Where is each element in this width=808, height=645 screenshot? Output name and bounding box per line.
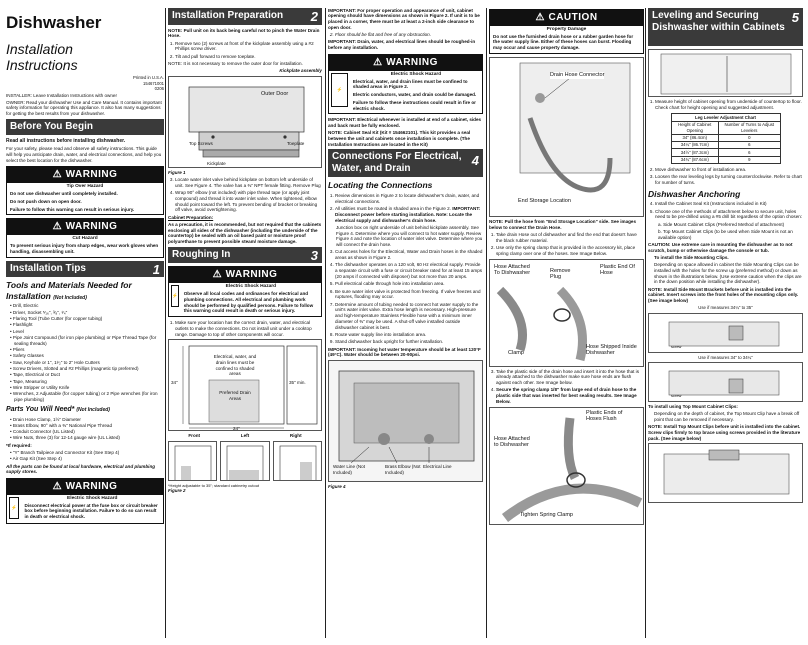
shock-hazard-icon: ⚡: [9, 497, 19, 519]
column-divider: [486, 8, 487, 638]
table-cell: 34¼" (86.7cm): [671, 141, 719, 148]
hose-step: 3. Take the plastic side of the drain hose and insert it into the hose that is already attached to the dishwasher make sure hose ends are flush against each other. See Image below.: [496, 369, 644, 386]
level-step: 3. Loosen the rear leveling legs by turning counterclockwise. Refer to chart for number of turns.: [655, 174, 803, 185]
clamp-label: Clamp: [508, 349, 524, 356]
figure-2-caption: Figure 2: [168, 488, 186, 494]
warning-banner: ⚠ WARNING: [329, 55, 482, 71]
section-connections: Connections For Electrical, Water, and Drain 4: [328, 149, 483, 177]
owner-note: OWNER: Read your dishwasher Use and Care Manual. It contains important safety information for operating this appliance. It also has many suggestions for getting the best results from your dishwasher.: [6, 99, 162, 117]
warning-triangle-icon: ⚠: [212, 269, 223, 281]
warning-title: Cut Hazard: [72, 236, 98, 242]
level-step: 2. Move dishwasher to front of installation area.: [655, 167, 803, 173]
doc-subtitle: Installation Instructions: [6, 41, 78, 74]
figure-view-labels: [168, 433, 322, 439]
seal-kit-note: NOTE: Cabinet Seal Kit (Kit # 154662101). This kit provides a seal between the unit and cabinets once installation is complete. (The Installation Instructions are located in the Kit): [328, 130, 471, 147]
before-p2: For your safety, please read and observe all safety instructions. This guide will help you anticipate drain, water, and electrical connections, and help you select the best location for the dishwasher.: [6, 146, 162, 163]
right-label: Right: [289, 433, 302, 439]
tool-item: • Tape, Measuring: [14, 379, 164, 385]
side-clip-note: NOTE: Install Side Mount Brackets before unit is installed into the cabinet. Insert screws into the front holes of the mounting clips only. (See image below): [648, 286, 799, 304]
cabinet-opening-diagram: [649, 50, 803, 97]
warning-banner: ⚠ WARNING: [7, 479, 163, 495]
screw-label: screw: [671, 343, 682, 349]
level-step: 1. Measure height of cabinet opening from underside of countertop to floor. Check chart for height opening and suggested adjustment.: [655, 99, 803, 110]
print-info: Printed in U.S.A. 154671001 0206: [133, 75, 164, 91]
drain-connector-label: Drain Hose Connector: [550, 71, 605, 78]
warning-banner: ⚠ WARNING: [7, 219, 163, 235]
column-2: [168, 6, 322, 494]
hose-step: 4. Secure the spring clamp 1/8" from large end of drain hose to the plastic side that was inserted for best sealing results. See Image Below.: [496, 387, 644, 404]
tighten-clamp-figure: [489, 407, 644, 525]
warning-text: Failure to follow these instructions could result in fire or electric shock.: [352, 99, 476, 111]
warning-text: Observe all local codes and ordinances for electrical and plumbing connections. All electrical and plumbing work should be performed by qualified persons. Failure to follow this warning could result in death or serious injury.: [183, 291, 314, 314]
use-34-label: Use if measures 34" to 34¼": [698, 354, 753, 360]
hose-attached-2-label: Hose Attached to Dishwasher: [494, 435, 530, 449]
cabinet-dimension-figure: [168, 339, 322, 431]
tool-item: • Driver, Socket ⁵⁄₁₆", ³⁄₈", ¹⁄₄": [14, 310, 164, 316]
locate-step: 5. Pull electrical cable through hole into installation area.: [335, 281, 483, 287]
part-item: • Drain Hose Clamp, 1½" Diameter: [14, 417, 164, 423]
leg-leveler-table: [671, 113, 781, 164]
cabinet-prep-text: As a precaution, it is recommended, but not required that the cabinets enclosing all sides of the dishwasher (including the underside of the countertop) be sealed with an oil based paint or moisture proof polyurethane to prevent possible steam/ moisture damage.: [168, 221, 322, 245]
before-p1: Read all instructions before installing dishwasher.: [6, 138, 126, 145]
dim-width: 24": [233, 426, 240, 432]
caution-box: [489, 9, 644, 54]
top-clip-title: To install using Top Mount Cabinet Clips:: [648, 404, 738, 410]
anchor-step: 4. Install the Cabinet Seal Kit (Instructions included in Kit): [655, 201, 803, 207]
tool-item: • Drill, Electric: [14, 303, 164, 309]
brass-elbow-label: Brass Elbow (Not Included): [385, 464, 421, 475]
optional-part-item: • Air Gap Kit (See Step 4): [14, 456, 164, 462]
front-view: [168, 441, 217, 481]
table-cell: 9: [719, 156, 780, 163]
tool-item: • Flaring Tool (Tube Cutter (for copper tubing): [14, 316, 164, 322]
floor-step: 2. Floor should be flat and free of any obstruction.: [335, 32, 483, 38]
section-before-you-begin: Before You Begin: [6, 119, 164, 136]
warning-text: To prevent serious injury from sharp edges, wear work gloves when handling, disassembling unit.: [10, 243, 159, 254]
rough-warning-box: [168, 266, 322, 317]
warning-triangle-icon: ⚠: [373, 56, 383, 68]
kickplate-label: Kickplate assembly: [279, 68, 322, 74]
section-roughing-in: Roughing In 3: [168, 247, 322, 264]
tool-item: • Flashlight: [14, 322, 164, 328]
figure-footnote: *Height adjustable to 35"; standard cabinetry cutout: [168, 483, 260, 489]
table-cell: 6: [719, 141, 780, 148]
hose-step: 1. Take drain Hose out of dishwasher and find the end that doesn't have the black rubber material.: [496, 232, 644, 243]
front-label: Front: [188, 433, 201, 439]
parts-heading: Parts You Will Need* (Not Included): [6, 405, 110, 413]
option-b: b. Top Mount Cabinet Clips (to be used when Side Mount is not an available option): [658, 229, 793, 240]
tool-item: • Pipe Joint Compound (for iron pipe plumbing) or Pipe Thread Tape (for sealing threads): [14, 335, 164, 346]
table-row: [671, 134, 780, 141]
figure-1-caption: Figure 1: [168, 169, 186, 175]
table-cell: 0: [719, 134, 780, 141]
top-clip-text: Depending on the depth of cabinet, the Top Mount Clip have a break off point that can be removed if necessary.: [654, 411, 800, 423]
use-35-label: Use if measures 34¼" to 35": [698, 305, 753, 311]
table-header: Number of Turns to Adjust Levelers: [719, 121, 780, 134]
column-divider: [165, 8, 166, 638]
hose-attached-label: Hose Attached To Dishwasher: [494, 263, 531, 277]
parts-list: [6, 417, 164, 442]
warning-triangle-icon: ⚠: [52, 221, 63, 233]
warning-triangle-icon: ⚠: [52, 480, 63, 492]
hose-shipped-label: Hose Shipped Inside Dishwasher: [586, 343, 637, 357]
drain-connector-figure: [489, 57, 644, 217]
section-installation-preparation: Installation Preparation 2: [168, 8, 322, 25]
c3-warning-box: [328, 54, 483, 114]
drain-connector-diagram: [490, 58, 644, 217]
table-cell: 34" (86.4cm): [671, 134, 719, 141]
remove-plug-label: Remove Plug: [550, 267, 571, 281]
tool-item: • Safety Glasses: [14, 353, 164, 359]
roughin-important: IMPORTANT: Drain, water, and electrical lines should be roughed-in before any installation.: [328, 39, 476, 51]
water-temp-note: IMPORTANT: Incoming hot water temperature should be at least 120°F (49°C). Water should be between 20-90psi.: [328, 346, 481, 358]
locate-step: 1. Review dimensions in Figure 2 to locate dishwasher's drain, water, and electrical connections.: [335, 193, 483, 204]
prep-step: 3. Locate water inlet valve behind kickplate on bottom left underside of unit. See Figure 4. The valve has a ⅜" NPT female fitting. Remove Plug: [175, 177, 322, 188]
locate-step: 6. Be sure water inlet valve is protected from freezing. If valve freezes and ruptures, flooding may occur.: [335, 289, 483, 300]
table-cell: 34¾" (87.6cm): [671, 156, 719, 163]
warning-title: Electric Shock Hazard: [390, 71, 442, 77]
top-clip-figure: [648, 443, 803, 503]
option-a: a. Side Mount Cabinet Clips (Preferred Method of attachment): [658, 221, 785, 227]
kickplate-figure: [168, 76, 322, 168]
warning-banner: ⚠ WARNING: [7, 167, 163, 183]
prep-step: 2. Tilt and pull forward to remove toeplate.: [175, 54, 322, 60]
rough-step: 1. Make sure your location has the correct drain, water, and electrical outlets to make the connections. Do not install unit under a cooktop range. Damage to top of other components will occur.: [175, 320, 322, 337]
shock-hazard-icon: ⚡: [171, 285, 179, 307]
end-storage-label: End Storage Location: [518, 197, 571, 204]
tighten-clamp-diagram: [490, 408, 644, 525]
part-item: • Conduit Connector (UL Listed): [14, 429, 164, 435]
table-title: Leg Leveler Adjustment Chart: [671, 114, 780, 121]
tip-warning-box: [6, 166, 164, 215]
screw-label: screw: [671, 393, 682, 399]
spring-clamp-figure: [489, 259, 644, 367]
plastic-end-label: Plastic End Of Hose: [600, 263, 635, 277]
tool-item: • Tape, Electrical or Duct: [14, 372, 164, 378]
kickplate-part-label: Kickplate: [207, 160, 226, 166]
parts-footer: All the parts can be found at local hardware, electrical and plumbing supply stores.: [6, 463, 156, 475]
hose-step: 2. Use only the spring clamp that is provided in the accessory kit, place spring clamp over one of the hoses. See Image Below.: [496, 245, 644, 256]
prep-note1: NOTE: Pull unit on its back being careful not to pinch the Water Drain Hose.: [168, 27, 320, 39]
hose-note: NOTE: Pull the hose from "End Storage Location" side. See images below to connect the Drain Hose.: [489, 218, 637, 230]
warning-text: Do not use dishwasher until completely installed.: [10, 191, 118, 197]
warning-text: Failure to follow this warning can result in serious injury.: [10, 206, 135, 212]
tool-item: • Level: [14, 329, 164, 335]
warning-triangle-icon: ⚠: [52, 169, 63, 181]
tools-list: [6, 303, 164, 402]
locate-step: 2. All utilities must be routed in shaded area in the Figure 2. IMPORTANT: Disconnect power before starting installation. Note: Locate the electrical supply and dishwasher's drain hose.: [335, 206, 483, 223]
installer-note: INSTALLER: Leave Installation Instructions with owner: [6, 92, 117, 98]
electrical-line-label: Electrical Line: [423, 464, 452, 470]
warning-banner: ⚠ WARNING: [169, 267, 321, 283]
column-divider: [325, 8, 326, 638]
tool-item: • Screw Drivers, Slotted and #2 Phillips (magnetic tip preferred): [14, 366, 164, 372]
caution-title: Property Damage: [546, 26, 587, 32]
section-leveling: Leveling and Securing Dishwasher within Cabinets 5: [648, 8, 803, 46]
dim-35-label: 35" min.: [289, 380, 306, 386]
part-item: • Wire Nuts, three (3) for 12-14 gauge wire (UL Listed): [14, 435, 164, 441]
cabinet-important: IMPORTANT: For proper operation and appearance of unit, cabinet opening should have dimensions as shown in Figure 2. If unit is to be placed in a corner, there must be at least a 2-inch side clearance to open door.: [328, 7, 480, 30]
tool-item: • Wire Stripper or Utility Knife: [14, 385, 164, 391]
tool-item: • Saw, Keyhole or 1", 1¹⁄₂" to 2" Hole Cutters: [14, 360, 164, 366]
locate-step: 7. Determine amount of tubing needed to connect hot water supply to the unit's water inlet valve. Extra hose length is necessary. High-pressure and high-temperature Stainless Flexible hose with a minimum inner diameter of ⅜" may be used. A shut-off valve installed outside dishwasher cabinet is best.: [335, 302, 483, 331]
anchoring-heading: Dishwasher Anchoring: [648, 188, 741, 199]
plastic-flush-label: Plastic Ends of Hoses Flush: [586, 409, 623, 423]
warning-title: Electric Shock Hazard: [67, 495, 118, 501]
drain-area-label: Preferred Drain Areas: [219, 390, 251, 402]
table-row: [671, 141, 780, 148]
shaded-area-note: Electrical, water, and drain lines must be confined to shaded areas: [213, 354, 257, 377]
top-clip-note: NOTE: Install Top Mount Clips before unit is installed into the cabinet. Screw clips firmly to top brace using screws provided in the literature pack. (See image below): [648, 424, 801, 441]
cabinet-opening-figure: [648, 49, 803, 97]
part-item: • Brass Elbow, 90° with a ⅜" National Pipe Thread: [14, 423, 164, 429]
optional-parts-list: [6, 450, 164, 462]
locating-heading: Locating the Connections: [328, 180, 433, 191]
kickplate-diagram: [169, 77, 322, 168]
prep-step: 1. Remove two (2) screws at front of the kickplate assembly using a #2 Phillips screw driver.: [175, 41, 322, 52]
side-clip-down-figure: [648, 362, 803, 402]
table-cell: 34½" (87.3cm): [671, 149, 719, 156]
tool-item: • Wrenches, 2 Adjustable (for copper tubing) or 2 Pipe wrenches (for iron pipe plumbing): [14, 391, 164, 402]
column-5: [648, 6, 803, 505]
warning-text: Electric conductors, water, and drain could be damaged.: [352, 92, 477, 98]
prep-note2: NOTE: It is not necessary to remove the outer door for installation.: [168, 60, 303, 66]
column-4: [489, 6, 644, 527]
cut-warning-box: [6, 218, 164, 257]
side-clip-up-figure: [648, 313, 803, 353]
left-view: [220, 441, 269, 481]
anchor-step: 5. Choose one of the methods of attachment below to secure unit, holes need to be pre-drilled using a #5 drill bit regardless of the option chosen:: [655, 209, 803, 220]
cabinet-prep-title: Cabinet Preparation:: [168, 214, 214, 220]
outer-door-label: Outer Door: [261, 90, 289, 97]
prep-step: 4. Wrap 90° elbow (not included) with pipe thread tape (or apply joint compound) and thread it into water inlet valve. When tightened, elbow should point toward the left. To prevent bending of bracket or breaking off valve, avoid overtightening.: [175, 190, 322, 213]
top-screws-label: Top Screws: [189, 140, 213, 146]
underside-figure: [328, 360, 483, 482]
section-installation-tips: Installation Tips 1: [6, 261, 164, 278]
warning-title: Tip Over Hazard: [66, 184, 104, 190]
warning-text: Disconnect electrical power at the fuse box or circuit breaker box before beginning installation. Failure to do so can result in death or electrical shock.: [24, 502, 158, 520]
locate-step: 3. Cut access holes for the Electrical, Water and Drain hoses in the shaded areas as shown in Figure 2.: [335, 249, 483, 260]
locate-step: 4. The dishwasher operates on a 120 volt, 60 Hz electrical supply. Provide a separate circuit with a fuse or circuit breaker rated for at least 15 amps (20 amps if connected with disposer) but not more than 20 amps.: [335, 262, 483, 279]
doc-title: Dishwasher: [6, 13, 102, 32]
warning-text: Do not push down on open door.: [10, 198, 82, 204]
table-cell: 6: [719, 149, 780, 156]
column-3: [328, 6, 483, 490]
warning-title: Electric Shock Hazard: [225, 284, 277, 290]
warning-text: Electrical, water, and drain lines must be confined to shaded areas in Figure 2.: [352, 78, 468, 90]
tools-heading: Tools and Materials Needed for Installation (Not Included): [6, 280, 132, 301]
table-row: [671, 156, 780, 163]
column-1: [6, 6, 164, 527]
figure-4-caption: Figure 4: [328, 484, 346, 490]
optional-part-item: • "Y" Branch Tailpiece and Connector Kit (See Step 4): [14, 450, 164, 456]
side-clip-text: Depending on space allowed in cabinet the Side Mounting Clips can be installed with the holes for the screw up (preferred method) or down as shown in the illustrations below. (Use extreme caution when the clips are in the down position while installing the dishwasher).: [654, 262, 802, 285]
left-label: Left: [240, 433, 250, 439]
right-view: [273, 441, 322, 481]
caution-triangle-icon: ⚠: [535, 12, 545, 23]
table-header: Height of Cabinet Opening: [671, 121, 719, 134]
anchor-caution: CAUTION: Use extreme care in mounting the dishwasher as to not scratch, bump or otherwise damage the console or tub.: [648, 242, 793, 253]
locate-step: 8. Route water supply line into installation area.: [335, 332, 483, 338]
caution-banner: ⚠ CAUTION: [490, 10, 643, 26]
toeplate-label: Toeplate: [287, 140, 305, 146]
junction-box-text: Junction box on right underside of unit behind kickplate assembly. See Figure 4. Determine where you will connect to hot water supply. Review Figure 4 and note the location of water inlet valve. Determine where you will connect the drain hose.: [336, 224, 483, 248]
table-row: [671, 149, 780, 156]
water-line-label: Water Line (Not Included): [333, 464, 365, 475]
enclosure-note: IMPORTANT: Electrical whenever is installed at end of a cabinet, sides and back must be fully enclosed.: [328, 117, 482, 128]
tighten-clamp-label: Tighten Spring Clamp: [520, 511, 573, 518]
side-clip-title: To install the Side Mounting Clips.: [654, 254, 729, 260]
column-divider: [645, 8, 646, 638]
locate-step: 9. Stand dishwasher back upright for further installation.: [335, 339, 483, 345]
if-required: *If required:: [6, 442, 32, 448]
view-figures: [168, 439, 322, 483]
caution-text: Do not use the furnished drain hose or a rubber garden hose for the water supply line. Either of these hoses can burst. Flooding may occur and cause property damage.: [493, 33, 634, 51]
dim-height: 34": [171, 380, 178, 386]
shock-hazard-icon: ⚡: [331, 73, 348, 107]
electric-warning-box: [6, 478, 164, 524]
tool-item: • Pliers: [14, 347, 164, 353]
